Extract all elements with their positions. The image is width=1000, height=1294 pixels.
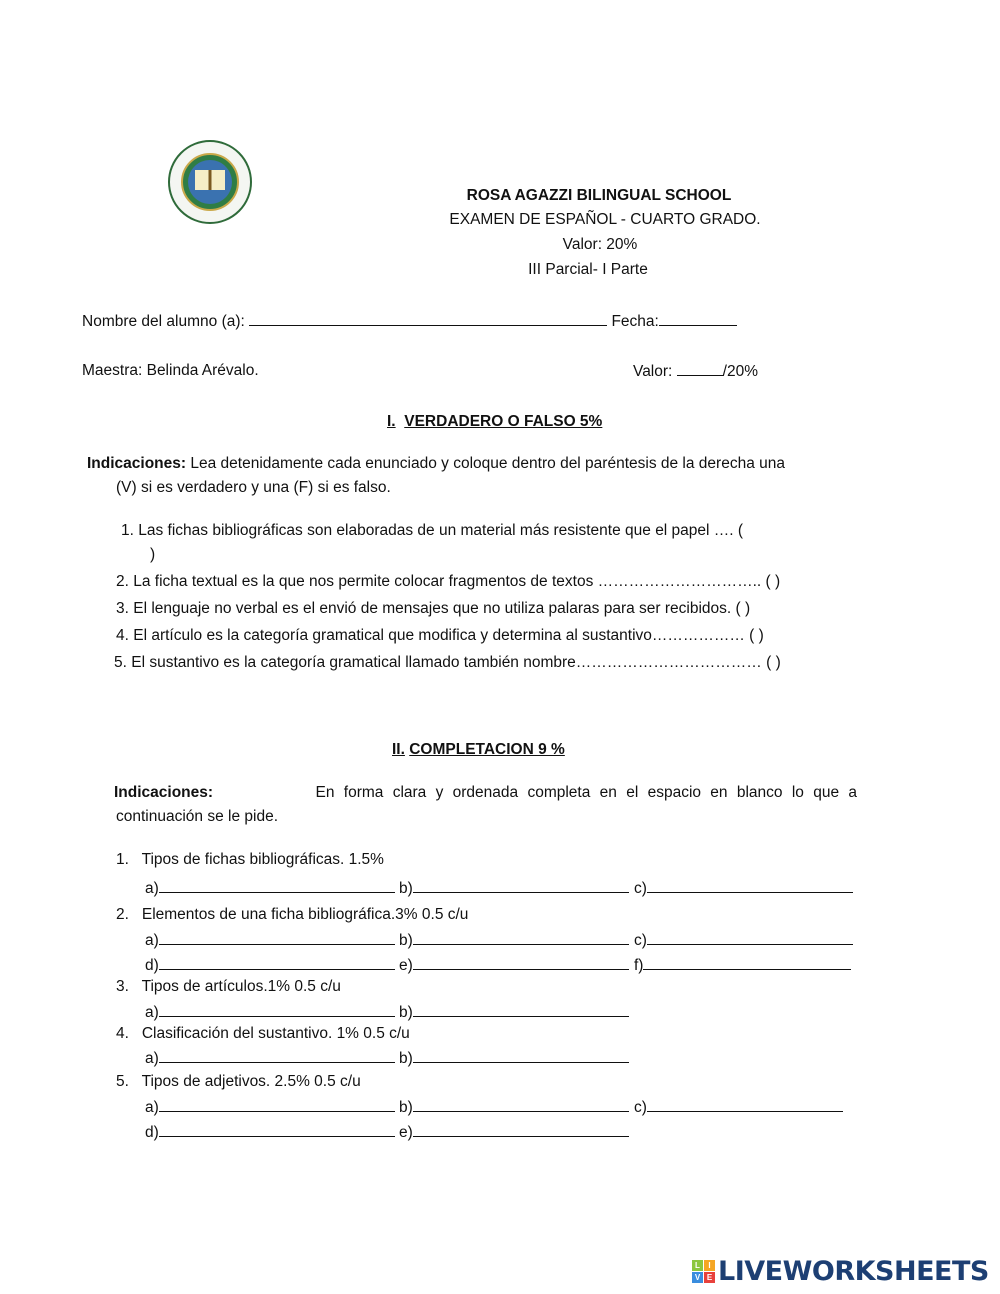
teacher: Maestra: Belinda Arévalo. [82,362,259,379]
name-label: Nombre del alumno (a): [82,313,245,330]
answer-c[interactable]: c) [634,930,853,951]
score-suffix: /20% [722,363,758,380]
answer-b[interactable]: b) [399,878,629,899]
section1-heading: I. VERDADERO O FALSO 5% [387,413,603,430]
answer-d[interactable]: d) [145,1122,395,1143]
answer-c[interactable]: c) [634,878,853,899]
answer-a[interactable]: a) [145,878,395,899]
answer-row [0,955,1000,975]
answer-b[interactable]: b) [399,1002,629,1023]
answer-row [0,1002,1000,1022]
answer-b[interactable]: b) [399,1048,629,1069]
answer-a[interactable]: a) [145,930,395,951]
answer-a[interactable]: a) [145,1002,395,1023]
answer-c[interactable]: c) [634,1097,843,1118]
name-blank[interactable] [249,311,607,326]
section2-heading: II. COMPLETACION 9 % [392,741,565,758]
tf-item-1: 1. Las fichas bibliográficas son elaboradas de un material más resistente que el papel …. ( [121,522,744,539]
answer-row [0,1097,1000,1117]
question-1: 1. Tipos de fichas bibliográficas. 1.5% [116,851,384,868]
exam-partial: III Parcial- I Parte [528,261,648,278]
answer-b[interactable]: b) [399,930,629,951]
question-4: 4. Clasificación del sustantivo. 1% 0.5 c/u [116,1025,410,1042]
answer-e[interactable]: e) [399,1122,629,1143]
live-badge-icon: L I V E [692,1260,715,1283]
answer-d[interactable]: d) [145,955,395,976]
tf-item-5: 5. El sustantivo es la categoría gramatical llamado también nombre……………………………… ( ) [114,654,781,671]
answer-a[interactable]: a) [145,1048,395,1069]
exam-value: Valor: 20% [562,236,638,253]
date-label: Fecha: [611,313,659,330]
answer-a[interactable]: a) [145,1097,395,1118]
exam-title: EXAMEN DE ESPAÑOL - CUARTO GRADO. [449,211,761,228]
tf-item-2: 2. La ficha textual es la que nos permite colocar fragmentos de textos ………………………….. ( ) [116,573,781,590]
question-5: 5. Tipos de adjetivos. 2.5% 0.5 c/u [116,1073,361,1090]
answer-row [0,930,1000,950]
score-field[interactable] [633,361,758,382]
student-name-field[interactable] [82,311,737,332]
score-blank[interactable] [677,361,723,376]
answer-row [0,878,1000,898]
tf-item-4: 4. El artículo es la categoría gramatical que modifica y determina al sustantivo……………… ( ) [116,627,764,644]
tf-item-1-paren[interactable]: ) [150,546,156,563]
answer-f[interactable]: f) [634,955,851,976]
section2-instructions: Indicaciones: En forma clara y ordenada completa en el espacio en blanco lo que a [114,784,857,801]
section1-instructions-cont: (V) si es verdadero y una (F) si es falso. [116,479,391,496]
school-name: ROSA AGAZZI BILINGUAL SCHOOL [466,187,732,204]
liveworksheets-logo [692,1256,989,1287]
section1-instructions: Indicaciones: Lea detenidamente cada enunciado y coloque dentro del paréntesis de la derecha una [87,455,785,472]
answer-row [0,1122,1000,1142]
tf-item-3: 3. El lenguaje no verbal es el envió de mensajes que no utiliza palaras para ser recibidos. ( ) [116,600,751,617]
section2-instructions-cont: continuación se le pide. [116,808,279,825]
liveworksheets-brand: LIVEWORKSHEETS [718,1256,989,1287]
answer-row [0,1048,1000,1068]
question-3: 3. Tipos de artículos.1% 0.5 c/u [116,978,341,995]
score-label: Valor: [633,363,673,380]
answer-b[interactable]: b) [399,1097,629,1118]
question-2: 2. Elementos de una ficha bibliográfica.3% 0.5 c/u [116,906,469,923]
answer-e[interactable]: e) [399,955,629,976]
date-blank[interactable] [659,311,737,326]
